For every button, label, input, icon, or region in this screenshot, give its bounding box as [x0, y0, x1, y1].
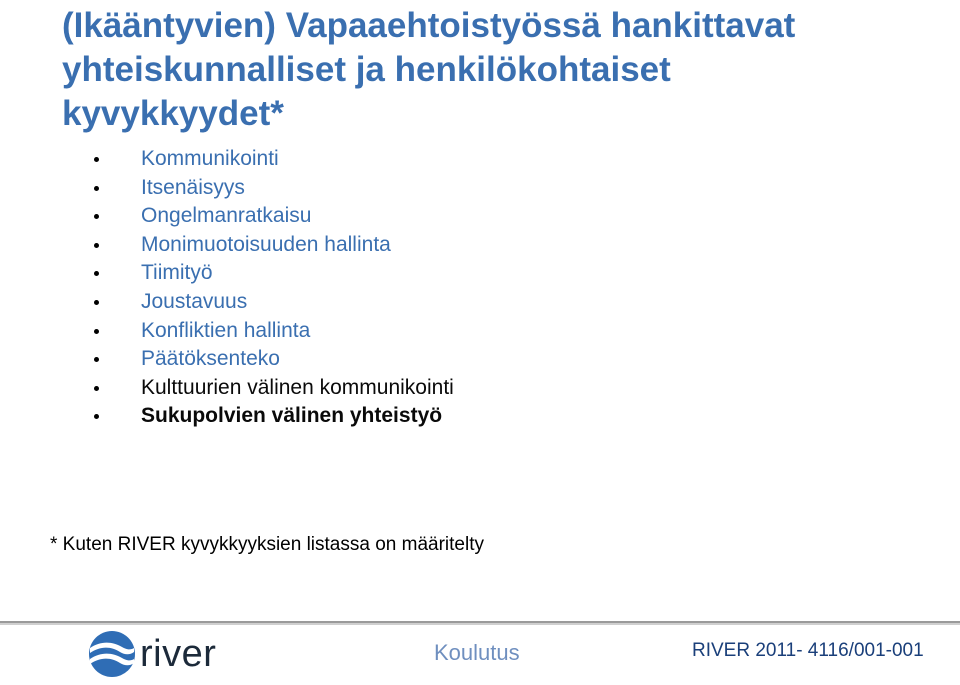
bullet-dot-icon: [94, 243, 99, 248]
list-item: [94, 202, 454, 231]
bullet-dot-icon: [94, 214, 99, 219]
bullet-dot-icon: [94, 329, 99, 334]
list-item-label: Ongelmanratkaisu: [141, 204, 312, 228]
slide-title-line: (Ikääntyvien) Vapaaehtoistyössä hankittavat: [62, 6, 796, 45]
list-item-label: Konfliktien hallinta: [141, 318, 311, 342]
bullet-dot-icon: [94, 271, 99, 276]
bullet-dot-icon: [94, 386, 99, 391]
list-item: [94, 145, 454, 174]
bullet-dot-icon: [94, 157, 99, 162]
river-wave-icon: [88, 630, 136, 678]
list-item: [94, 231, 454, 260]
footer-section-label: Koulutus: [434, 640, 520, 665]
bullet-dot-icon: [94, 186, 99, 191]
logo-text: river: [140, 633, 217, 675]
list-item: [94, 174, 454, 203]
list-item: [94, 317, 454, 346]
list-item-label: Kommunikointi: [141, 147, 279, 170]
footer-divider: [0, 621, 960, 625]
footnote: * Kuten RIVER kyvykkyyksien listassa on määritelty: [50, 534, 484, 555]
slide-title-line: yhteiskunnalliset ja henkilökohtaiset: [62, 50, 671, 89]
list-item-label: Päätöksenteko: [141, 347, 280, 371]
list-item-label: Itsenäisyys: [141, 175, 245, 199]
list-item: [94, 259, 454, 288]
list-item: [94, 345, 454, 374]
list-item: [94, 374, 454, 403]
bullet-dot-icon: [94, 300, 99, 305]
river-logo: [88, 630, 216, 678]
list-item-label: Monimuotoisuuden hallinta: [141, 232, 391, 256]
competency-list: [94, 145, 454, 431]
list-item-label: Joustavuus: [141, 289, 248, 313]
bullet-dot-icon: [94, 414, 99, 419]
bullet-dot-icon: [94, 357, 99, 362]
slide-title-line: kyvykkyydet*: [62, 94, 284, 133]
list-item-label: Tiimityö: [141, 261, 213, 285]
list-item: [94, 288, 454, 317]
slide-title: [62, 4, 942, 136]
footer-project-code: RIVER 2011- 4116/001-001: [692, 640, 924, 661]
list-item-label: Kulttuurien välinen kommunikointi: [141, 375, 454, 399]
list-item-label: Sukupolvien välinen yhteistyö: [141, 404, 443, 428]
list-item: [94, 402, 454, 431]
